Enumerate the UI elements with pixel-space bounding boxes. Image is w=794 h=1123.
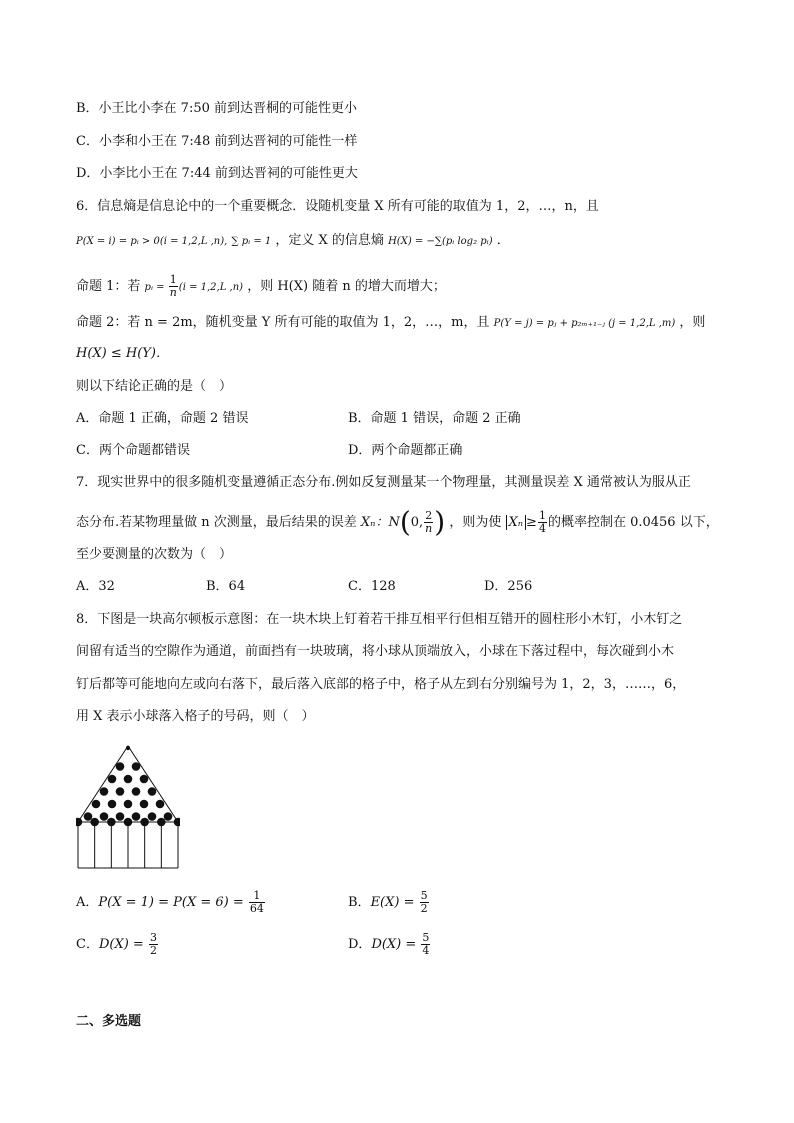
- q7-open-paren: (: [399, 505, 411, 539]
- galton-pin: [148, 812, 157, 821]
- q7-stem-line2: [76, 505, 719, 539]
- q7-stem-line3: 至少要测量的次数为（ ）: [76, 547, 233, 562]
- q8-stem-line4: 用 X 表示小球落入格子的号码，则（ ）: [76, 709, 315, 724]
- galton-pin: [148, 787, 157, 796]
- q7-ge-sign: ≥: [526, 515, 537, 530]
- galton-pin: [76, 818, 82, 827]
- q6-prop2-prefix: 命题 2：若 n = 2m，随机变量 Y 所有可能的取值为 1，2，…，m，且: [76, 315, 490, 330]
- galton-pin: [116, 762, 125, 771]
- q8-option-c-fraction: [149, 932, 158, 957]
- galton-pin: [132, 787, 141, 796]
- q8-option-a-fraction: [249, 890, 265, 915]
- q8-option-a-numerator: 1: [249, 890, 265, 903]
- q8-option-c[interactable]: [76, 932, 159, 957]
- q6-prop1-fraction: [169, 274, 178, 299]
- galton-board-figure: [76, 742, 180, 870]
- q8-option-d-formula: D(X) =: [371, 937, 421, 952]
- q6-proposition-1: [76, 274, 446, 299]
- galton-pin: [140, 775, 149, 784]
- q7-threshold-numerator: 1: [538, 509, 546, 522]
- galton-pin: [132, 812, 141, 821]
- q6-prop1-range: (i = 1,2,L ,n): [178, 282, 244, 293]
- galton-pin: [100, 812, 109, 821]
- galton-pin: [124, 800, 133, 809]
- q7-option-c[interactable]: C．128: [348, 579, 396, 594]
- q6-prop1-prefix: 命题 1：若: [76, 279, 141, 294]
- q6-proposition-2: [76, 314, 705, 333]
- q6-sum-formula: ∑ pᵢ = 1: [231, 236, 272, 247]
- galton-pin: [108, 775, 117, 784]
- q8-stem-line1: 8．下图是一块高尔顿板示意图：在一块木块上钉着若干排互相平行但相互错开的圆柱形小木钉，小木钉之: [76, 612, 683, 627]
- q7-close-paren: ): [434, 505, 446, 539]
- q6-prop1-denominator: n: [169, 286, 177, 299]
- q6-option-c[interactable]: C．两个命题都错误: [76, 443, 190, 458]
- q8-option-c-numerator: 3: [149, 931, 157, 944]
- q6-entropy-formula: H(X) = −∑(pᵢ log₂ pᵢ): [388, 236, 493, 247]
- galton-slot-dividers: [78, 822, 178, 868]
- q7-option-a[interactable]: A．32: [76, 579, 115, 594]
- q6-prop1-numerator: 1: [169, 273, 177, 286]
- q7-variance-denominator: n: [425, 522, 433, 535]
- q7-threshold-fraction: [538, 510, 547, 535]
- q7-mean: 0,: [410, 515, 424, 530]
- q7-variance-numerator: 2: [425, 509, 433, 522]
- galton-pin: [132, 762, 141, 771]
- q8-option-a-label: A．: [76, 895, 99, 910]
- galton-pin: [84, 812, 93, 821]
- galton-pin: [108, 800, 117, 809]
- q8-option-a-denominator: 64: [249, 902, 264, 915]
- q5-option-d: D．小李比小王在 7:44 前到达晋祠的可能性更大: [76, 166, 358, 181]
- q8-option-b-formula: E(X) =: [370, 895, 419, 910]
- q6-stem-line2: [76, 232, 510, 251]
- q7-option-d[interactable]: D．256: [484, 579, 533, 594]
- q6-prop1-text: ，则 H(X) 随着 n 的增大而增大；: [247, 279, 446, 294]
- q6-prop2-conclusion: H(X) ≤ H(Y)．: [76, 346, 169, 361]
- galton-pin: [126, 746, 130, 750]
- galton-pin: [116, 812, 125, 821]
- q6-prop1-formula: pᵢ =: [144, 282, 168, 293]
- q6-period: ．: [496, 233, 510, 248]
- section-heading-multiple-choice: 二、多选题: [76, 1014, 142, 1029]
- galton-pin: [92, 800, 101, 809]
- q8-option-b[interactable]: [348, 890, 430, 915]
- galton-pins: [76, 746, 180, 827]
- q8-option-d-numerator: 5: [422, 931, 430, 944]
- galton-pin: [174, 818, 180, 827]
- q6-option-d[interactable]: D．两个命题都正确: [348, 443, 463, 458]
- q6-prop2-end: ，则: [679, 315, 706, 330]
- q7-abs-value: Xₙ: [506, 515, 527, 530]
- q8-option-b-numerator: 5: [420, 889, 428, 902]
- q8-option-c-label: C．: [76, 937, 99, 952]
- galton-pin: [164, 812, 173, 821]
- q5-option-c: C．小李和小王在 7:48 前到达晋祠的可能性一样: [76, 134, 358, 149]
- q8-option-d-denominator: 4: [422, 944, 430, 957]
- galton-pin: [100, 787, 109, 796]
- q7-line2-text-b: ，则为使: [449, 515, 502, 530]
- galton-pin: [116, 787, 125, 796]
- galton-pin: [140, 800, 149, 809]
- q8-option-b-fraction: [420, 890, 429, 915]
- galton-board-outline: [78, 746, 178, 822]
- q6-stem-line1: 6．信息熵是信息论中的一个重要概念．设随机变量 X 所有可能的取值为 1，2，…，n，且: [76, 199, 599, 214]
- q8-option-d[interactable]: [348, 932, 431, 957]
- q6-define-text: ，定义 X 的信息熵: [275, 233, 384, 248]
- galton-pin: [156, 800, 165, 809]
- q7-error-var: Xₙ：N: [360, 515, 400, 530]
- q8-option-a[interactable]: [76, 890, 266, 915]
- q7-option-b[interactable]: B．64: [206, 579, 246, 594]
- galton-pin: [124, 775, 133, 784]
- q8-option-c-formula: D(X) =: [98, 937, 148, 952]
- q8-option-b-label: B．: [348, 895, 371, 910]
- q7-line2-text-a: 态分布.若某物理量做 n 次测量，最后结果的误差: [76, 515, 357, 530]
- q8-option-a-formula: P(X = 1) = P(X = 6) =: [98, 895, 248, 910]
- q8-option-b-denominator: 2: [420, 902, 428, 915]
- q8-stem-line3: 钉后都等可能地向左或向右落下，最后落入底部的格子中，格子从左到右分别编号为 1，2，3，……，6，: [76, 677, 686, 692]
- q8-option-d-label: D．: [348, 937, 372, 952]
- q6-prop2-formula: P(Y = j) = pⱼ + p₂ₘ₊₁₋ⱼ (j = 1,2,L ,m): [493, 318, 676, 329]
- q7-line2-text-c: 的概率控制在 0.0456 以下，: [547, 515, 719, 530]
- q7-stem-line1: 7．现实世界中的很多随机变量遵循正态分布.例如反复测量某一个物理量，其测量误差 X 通常被认为服从正: [76, 475, 691, 490]
- q6-prob-formula: P(X = i) = pᵢ > 0(i = 1,2,L ,n),: [76, 236, 228, 247]
- q8-stem-line2: 间留有适当的空隙作为通道，前面挡有一块玻璃，将小球从顶端放入，小球在下落过程中，每次碰到小木: [76, 644, 675, 659]
- q8-option-d-fraction: [421, 932, 430, 957]
- q7-threshold-denominator: 4: [538, 522, 546, 535]
- q6-question: 则以下结论正确的是（ ）: [76, 379, 233, 394]
- q6-option-b[interactable]: B．命题 1 错误，命题 2 正确: [348, 411, 521, 426]
- q5-option-b: B．小王比小李在 7:50 前到达晋桐的可能性更小: [76, 101, 358, 116]
- q7-variance-fraction: [424, 510, 433, 535]
- q6-option-a[interactable]: A．命题 1 正确，命题 2 错误: [76, 411, 249, 426]
- q8-option-c-denominator: 2: [149, 944, 157, 957]
